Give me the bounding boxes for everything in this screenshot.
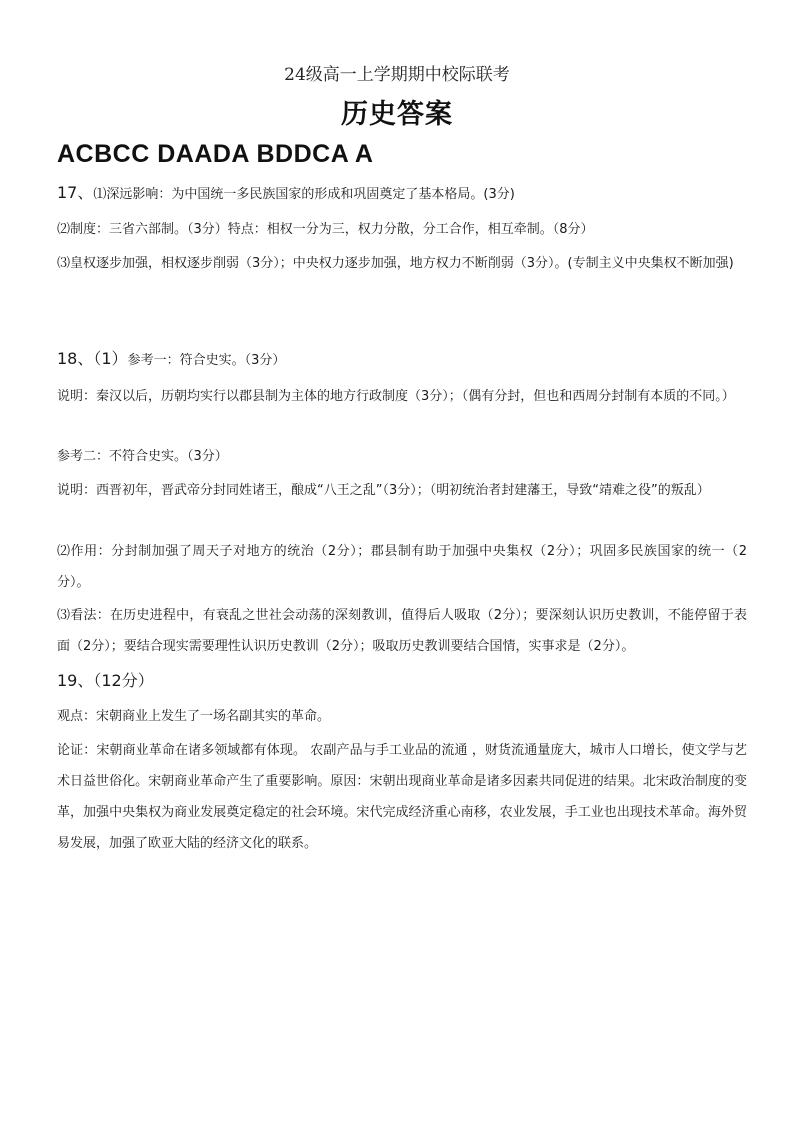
q17-part2-text: ⑵制度：三省六部制。（3分）特点：相权一分为三，权力分散，分工合作，相互牵制。（8分）: [57, 222, 594, 237]
q19-view-text: 观点：宋朝商业上发生了一场名副其实的革命。: [57, 709, 331, 724]
q18-ref2-text: 参考二：不符合史实。（3分）: [57, 449, 228, 464]
question-19-block: [57, 666, 747, 696]
question-18-block: [57, 344, 747, 374]
q18-part2-text: ⑵作用：分封制加强了周天子对地方的统治（2分）；郡县制有助于加强中央集权（2分）；巩固多民族国家的统一（2分）。: [57, 544, 747, 590]
q18-exp1-text: 说明：秦汉以后，历朝均实行以郡县制为主体的地方行政制度（3分）；（偶有分封，但也和西周分封制有本质的不同。）: [57, 389, 735, 404]
q18-exp1: [57, 382, 747, 412]
q18-exp2: [57, 476, 747, 506]
q18-exp2-text: 说明：西晋初年，晋武帝分封同姓诸王，酿成“八王之乱”（3分）；（明初统治者封建藩王，导致“靖难之役”的叛乱）: [57, 483, 710, 498]
q17-part1-text: ⑴深远影响：为中国统一多民族国家的形成和巩固奠定了基本格局。(3分): [93, 187, 515, 202]
q18-number: 18、: [57, 349, 94, 368]
q18-part1-label: （1）: [93, 349, 128, 368]
q19-view: [57, 704, 747, 729]
q19-number: 19、: [57, 671, 94, 690]
q19-argument: [57, 735, 747, 859]
page-title: 历史答案: [341, 99, 453, 130]
q19-score: （12分）: [93, 671, 154, 690]
q18-ref2: [57, 444, 747, 469]
choice-answers: ACBCC DAADA BDDCA A: [57, 140, 374, 168]
q19-argument-text: 论证：宋朝商业革命在诸多领域都有体现。 农副产品与手工业品的流通 ，财货流通量庞大，城市人口增长，使文学与艺术日益世俗化。宋朝商业革命产生了重要影响。原因：宋朝出现商业革命是诸多因素共同促进的结果。北宋政治制度的变革，加强中央集权为商业发展奠定稳定的社会环境。宋代完成经济重心南移，农业发展，手工业也出现技术革命。海外贸易发展，加强了欧亚大陆的经济文化的联系。: [57, 743, 747, 851]
q18-part3: [57, 600, 747, 662]
q17-number: 17、: [57, 183, 94, 202]
q18-part2: [57, 536, 747, 598]
q17-part3: [57, 248, 747, 279]
q18-part3-text: ⑶看法：在历史进程中，有衰乱之世社会动荡的深刻教训，值得后人吸取（2分）；要深刻认识历史教训，不能停留于表面（2分）；要结合现实需要理性认识历史教训（2分）；吸取历史教训要结合国情，实事求是（2分）。: [57, 608, 747, 654]
q17-part3-text: ⑶皇权逐步加强，相权逐步削弱（3分）；中央权力逐步加强，地方权力不断削弱（3分）。(专制主义中央集权不断加强): [57, 256, 734, 271]
q18-ref1: 参考一：符合史实。（3分）: [127, 353, 286, 368]
q17-part1: [57, 178, 747, 208]
q17-part2: [57, 217, 747, 242]
question-17-block: [57, 178, 747, 208]
exam-subtitle: 24级高一上学期期中校际联考: [284, 65, 510, 85]
